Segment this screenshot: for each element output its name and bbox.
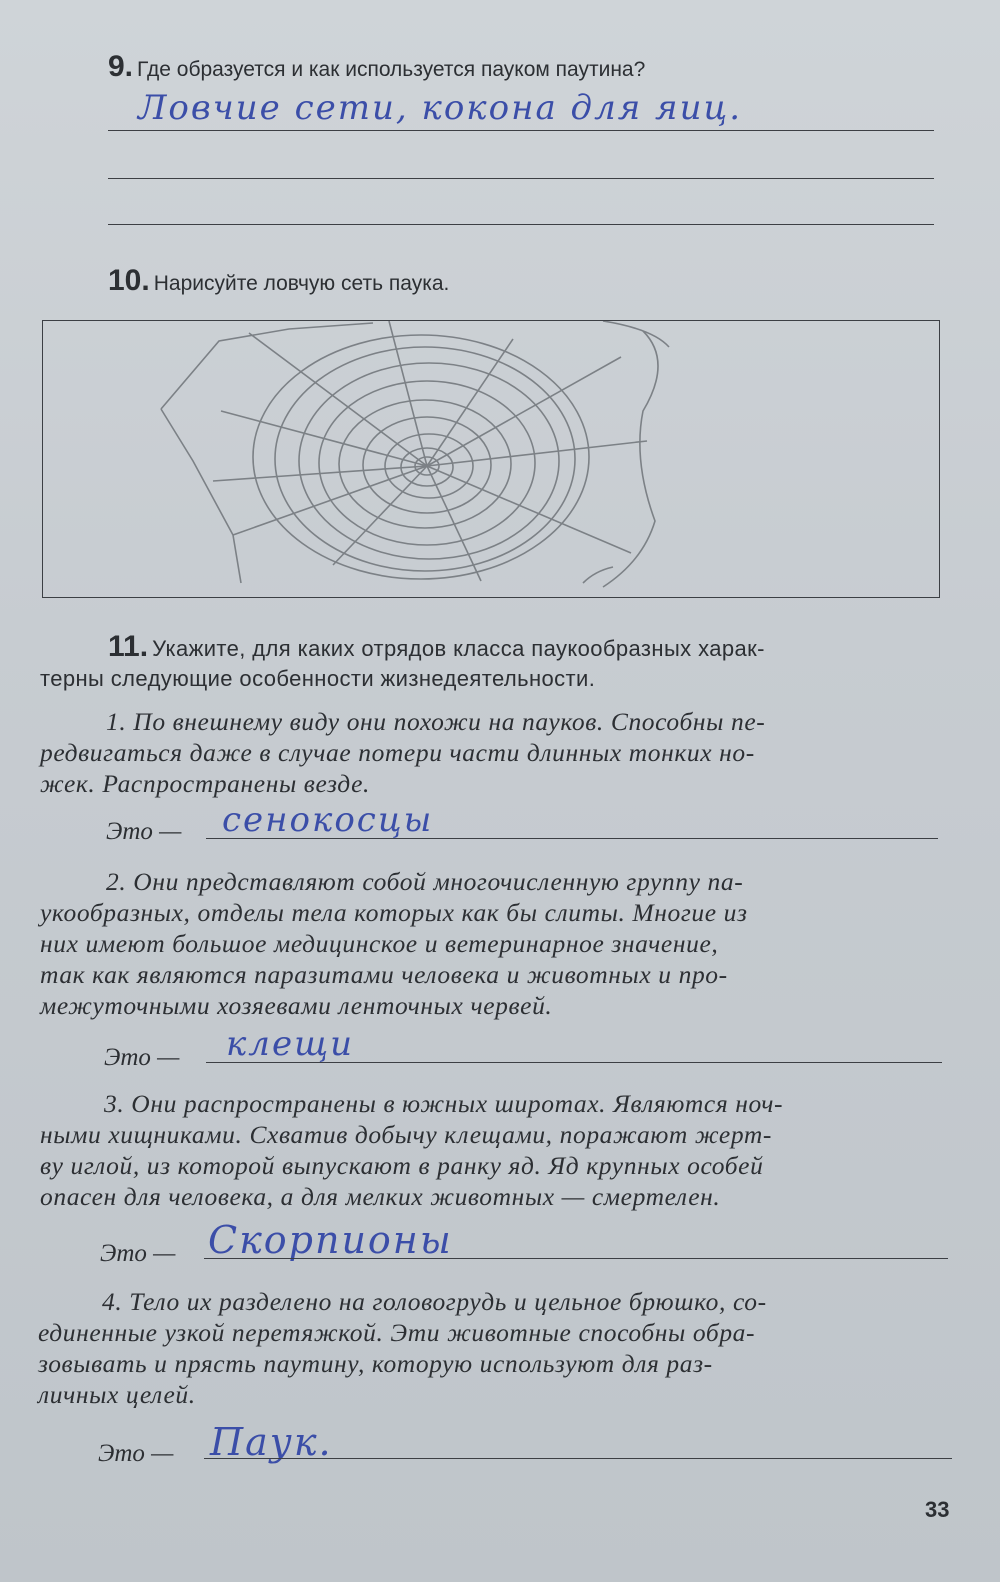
text-line: опасен для человека, а для мелких животных — смертелен.	[40, 1182, 721, 1211]
answer-line	[204, 1258, 948, 1259]
drawing-box	[42, 320, 940, 598]
question-number: 11.	[108, 630, 149, 663]
text-line: редвигаться даже в случае потери части длинных тонких но-	[40, 738, 755, 767]
text-line: единенные узкой перетяжкой. Эти животные способны обра-	[38, 1318, 756, 1347]
answer-label: Это —	[100, 1240, 176, 1267]
question-11	[108, 630, 765, 664]
text-line: личных целей.	[38, 1380, 196, 1409]
text-line: ными хищниками. Схватив добычу клещами, поражают жерт-	[40, 1120, 772, 1149]
question-text: Укажите, для каких отрядов класса паукообразных харак-	[152, 636, 765, 661]
item-3-text	[40, 1088, 944, 1212]
question-text-cont: терны следующие особенности жизнедеятельности.	[40, 666, 596, 691]
answer-line	[108, 130, 934, 131]
item-1-text	[40, 706, 940, 799]
text-line: жек. Распространены везде.	[40, 769, 370, 798]
handwritten-answer: сенокосцы	[222, 800, 434, 840]
text-line: ву иглой, из которой выпускают в ранку яд. Яд крупных особей	[40, 1151, 764, 1180]
question-text: Нарисуйте ловчую сеть паука.	[153, 272, 450, 295]
answer-label: Это —	[104, 1044, 180, 1071]
answer-line	[108, 224, 934, 225]
question-text: Где образуется и как используется пауком паутина?	[137, 58, 646, 81]
page-number: 33	[925, 1497, 950, 1522]
handwritten-answer: клещи	[226, 1024, 355, 1064]
text-line: 2. Они представляют собой многочисленную группу па-	[106, 867, 744, 896]
handwritten-answer: Ловчие сети, кокона для яиц.	[138, 88, 743, 128]
text-line: зовывать и прясть паутину, которую используют для раз-	[38, 1349, 713, 1378]
question-number: 10.	[108, 264, 150, 297]
spider-web-drawing	[43, 321, 939, 597]
answer-line	[204, 1458, 952, 1459]
text-line: межуточными хозяевами ленточных червей.	[40, 991, 553, 1020]
answer-line	[108, 178, 934, 179]
text-line: 1. По внешнему виду они похожи на пауков. Способны пе-	[106, 707, 766, 736]
item-2-text	[40, 866, 940, 1021]
text-line: укообразных, отделы тела которых как бы слиты. Многие из	[40, 898, 748, 927]
item-4-text	[38, 1286, 948, 1410]
answer-line	[206, 838, 938, 839]
question-number: 9.	[108, 50, 134, 83]
text-line: 3. Они распространены в южных широтах. Являются ноч-	[104, 1089, 784, 1118]
text-line: них имеют большое медицинское и ветеринарное значение,	[40, 929, 719, 958]
text-line: так как являются паразитами человека и животных и про-	[40, 960, 728, 989]
handwritten-answer: Паук.	[210, 1420, 333, 1464]
answer-label: Это —	[106, 818, 182, 845]
handwritten-answer: Скорпионы	[208, 1218, 453, 1262]
question-9	[108, 50, 645, 84]
answer-label: Это —	[98, 1440, 174, 1467]
question-10	[108, 264, 449, 298]
answer-line	[206, 1062, 942, 1063]
text-line: 4. Тело их разделено на головогрудь и цельное брюшко, со-	[102, 1287, 767, 1316]
